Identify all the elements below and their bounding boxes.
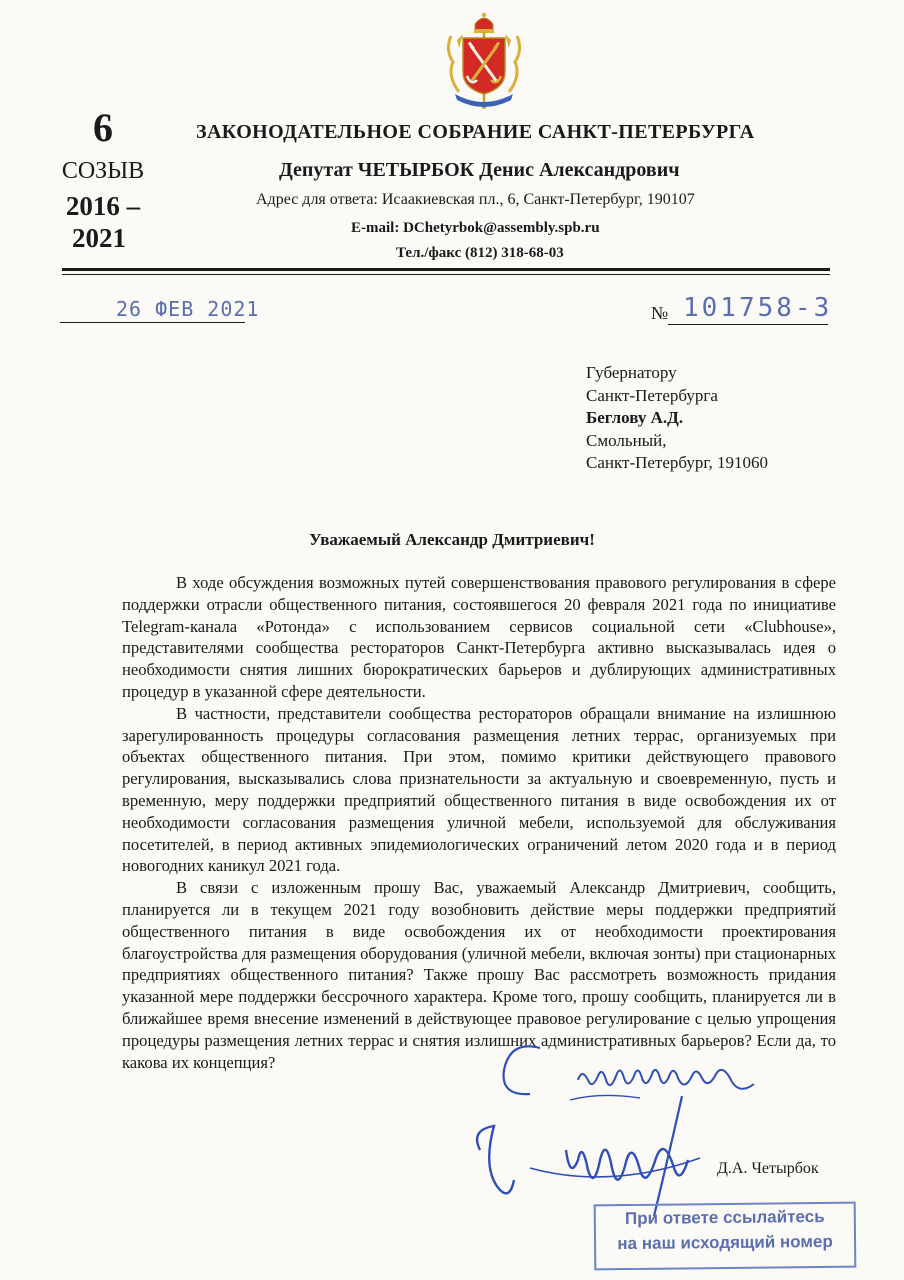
reply-reference-stamp — [594, 1202, 857, 1271]
body-paragraph: В связи с изложенным прошу Вас, уважаемый Александр Дмитриевич, сообщить, планируется ли в текущем 2021 году возобновить действие меры поддержки предприятий общественного питания в виде освобождения их от необходимости проектирования благоустройства для размещения оборудования (уличной мебели, включая зонты) при стационарных предприятиях общественного питания? Также прошу Вас рассмотреть возможность придания указанной мере поддержки бессрочного характера. Кроме того, прошу сообщить, планируется ли в ближайшее время внесение изменений в действующее правовое регулирование с целью упрощения процедуры размещения летних террас и снятия излишних административных барьеров? Если да, то какова их концепция? — [122, 878, 836, 1072]
stamp-line-2: на наш исходящий номер — [617, 1231, 833, 1254]
addressee-postal: Санкт-Петербург, 191060 — [586, 453, 768, 472]
letter-greeting: Уважаемый Александр Дмитриевич! — [309, 530, 595, 549]
convocation-years-start: 2016 – — [65, 191, 141, 221]
date-stamp: 26 ФЕВ 2021 — [116, 297, 260, 321]
convocation-block — [58, 106, 148, 254]
organization-name: ЗАКОНОДАТЕЛЬНОЕ СОБРАНИЕ САНКТ-ПЕТЕРБУРГА — [196, 121, 755, 143]
body-paragraph: В частности, представители сообщества рестораторов обращали внимание на излишнюю зарегулированность процедуры согласования размещения летних террас, организуемых при объектах общественного питания. При этом, помимо критики действующего правового регулирования, высказывались слова признательности за актуальную и своевременную, пусть и временную, меру поддержки предприятий общественного питания в виде освобождения их от необходимости согласования размещения уличной мебели, используемой для обслуживания посетителей, в период активных эпидемиологических ограничений летом 2020 года и в период новогодних каникул 2021 года. — [122, 703, 836, 876]
header-divider-thin — [62, 274, 830, 275]
stamp-line-1: При ответе ссылайтесь — [624, 1206, 825, 1229]
coat-of-arms-icon — [441, 10, 527, 110]
email-line: E-mail: DChetyrbok@assembly.spb.ru — [351, 220, 600, 236]
number-sign: № — [651, 303, 669, 323]
deputy-name: Депутат ЧЕТЫРБОК Денис Александрович — [279, 159, 680, 181]
addressee-name: Беглову А.Д. — [586, 408, 684, 427]
header-divider-thick — [62, 268, 830, 271]
body-paragraph: В ходе обсуждения возможных путей совершенствования правового регулирования в сфере поддержки отрасли общественного питания, состоявшегося 20 февраля 2021 года по инициативе Telegram-канала «Ротонда» с использованием сервисов социальной сети «Clubhouse», представителями сообщества рестораторов Санкт-Петербурга активно высказывалась идея о необходимости снятия лишних бюрократических барьеров и дублирующих административных процедур в указанной сфере деятельности. — [122, 573, 836, 701]
number-underline — [668, 324, 828, 325]
addressee-block — [586, 362, 768, 475]
date-underline — [60, 322, 245, 323]
reply-address: Адрес для ответа: Исаакиевская пл., 6, Санкт-Петербург, 190107 — [256, 191, 695, 208]
convocation-label: СОЗЫВ — [61, 158, 145, 184]
convocation-years-end: 2021 — [72, 223, 126, 253]
addressee-title: Губернатору — [586, 363, 677, 382]
handwritten-signature — [470, 1040, 770, 1220]
addressee-city: Санкт-Петербурга — [586, 385, 718, 405]
signer-name: Д.А. Четырбок — [717, 1160, 819, 1177]
addressee-building: Смольный, — [586, 430, 667, 450]
convocation-number: 6 — [93, 105, 113, 150]
letter-body — [122, 572, 836, 1073]
outgoing-number-stamp: 101758-3 — [683, 293, 833, 323]
phone-line: Тел./факс (812) 318-68-03 — [396, 245, 564, 261]
